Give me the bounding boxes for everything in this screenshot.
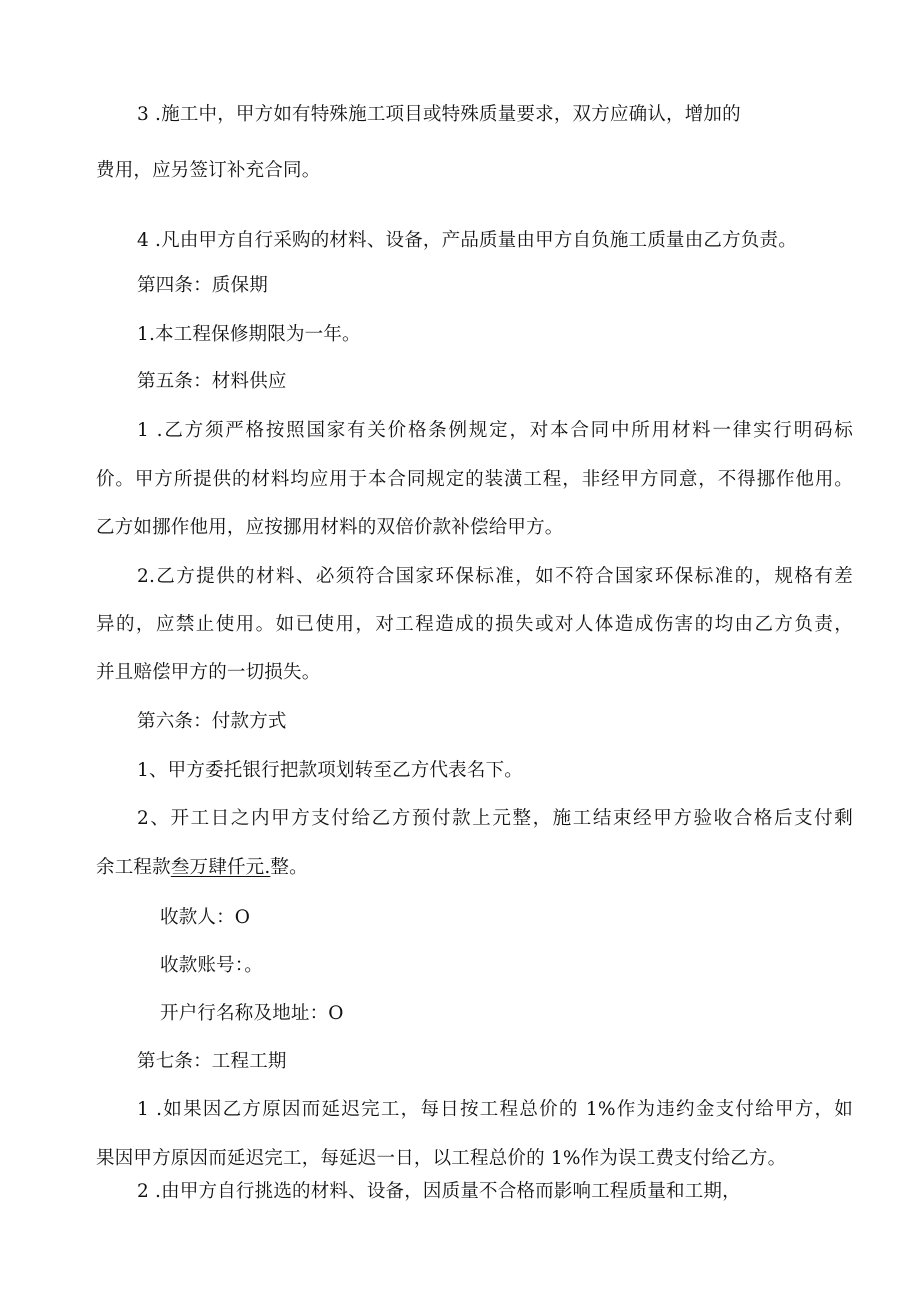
text-span: 整。 [270, 857, 308, 878]
paragraph-line: 异的，应禁止使用。如已使用，对工程造成的损失或对人体造成伤害的均由乙方负责， [96, 614, 853, 635]
paragraph-line: 3 .施工中，甲方如有特殊施工项目或特殊质量要求，双方应确认，增加的 [137, 104, 741, 125]
paragraph-line: 并且赔偿甲方的一切损失。 [96, 662, 321, 683]
paragraph-line: 1 .如果因乙方原因而延迟完工，每日按工程总价的 1%作为违约金支付给甲方，如 [137, 1099, 853, 1120]
paragraph-line: 4 .凡由甲方自行采购的材料、设备，产品质量由甲方自负施工质量由乙方负责。 [137, 230, 797, 251]
account-number-field: 收款账号：。 [160, 955, 263, 976]
paragraph-line: 1、甲方委托银行把款项划转至乙方代表名下。 [137, 760, 523, 781]
paragraph-line: 2 .由甲方自行挑选的材料、设备，因质量不合格而影响工程质量和工期， [137, 1181, 741, 1202]
paragraph-line: 果因甲方原因而延迟完工，每延迟一日，以工程总价的 1%作为误工费支付给乙方。 [96, 1148, 787, 1169]
paragraph-line: 价。甲方所提供的材料均应用于本合同规定的装潢工程，非经甲方同意，不得挪作他用。 [96, 469, 853, 490]
section-heading: 第七条：工程工期 [137, 1051, 287, 1072]
section-heading: 第五条：材料供应 [137, 371, 287, 392]
payee-field: 收款人：O [160, 907, 251, 928]
amount-underlined: 叁万肆仟元. [170, 857, 271, 878]
paragraph-line [96, 856, 308, 880]
text-span: 余工程款 [96, 857, 171, 878]
paragraph-line: 乙方如挪作他用，应按挪用材料的双倍价款补偿给甲方。 [96, 517, 564, 538]
paragraph-line: 费用，应另签订补充合同。 [96, 160, 321, 181]
paragraph-line: 2、开工日之内甲方支付给乙方预付款上元整，施工结束经甲方验收合格后支付剩 [137, 808, 853, 829]
paragraph-line: 1.本工程保修期限为一年。 [137, 324, 361, 345]
section-heading: 第四条：质保期 [137, 275, 268, 296]
bank-address-field: 开户行名称及地址：O [160, 1003, 344, 1024]
section-heading: 第六条：付款方式 [137, 711, 287, 732]
paragraph-line: 1 .乙方须严格按照国家有关价格条例规定，对本合同中所用材料一律实行明码标 [137, 420, 853, 441]
paragraph-line: 2.乙方提供的材料、必须符合国家环保标准，如不符合国家环保标准的，规格有差 [137, 566, 853, 587]
